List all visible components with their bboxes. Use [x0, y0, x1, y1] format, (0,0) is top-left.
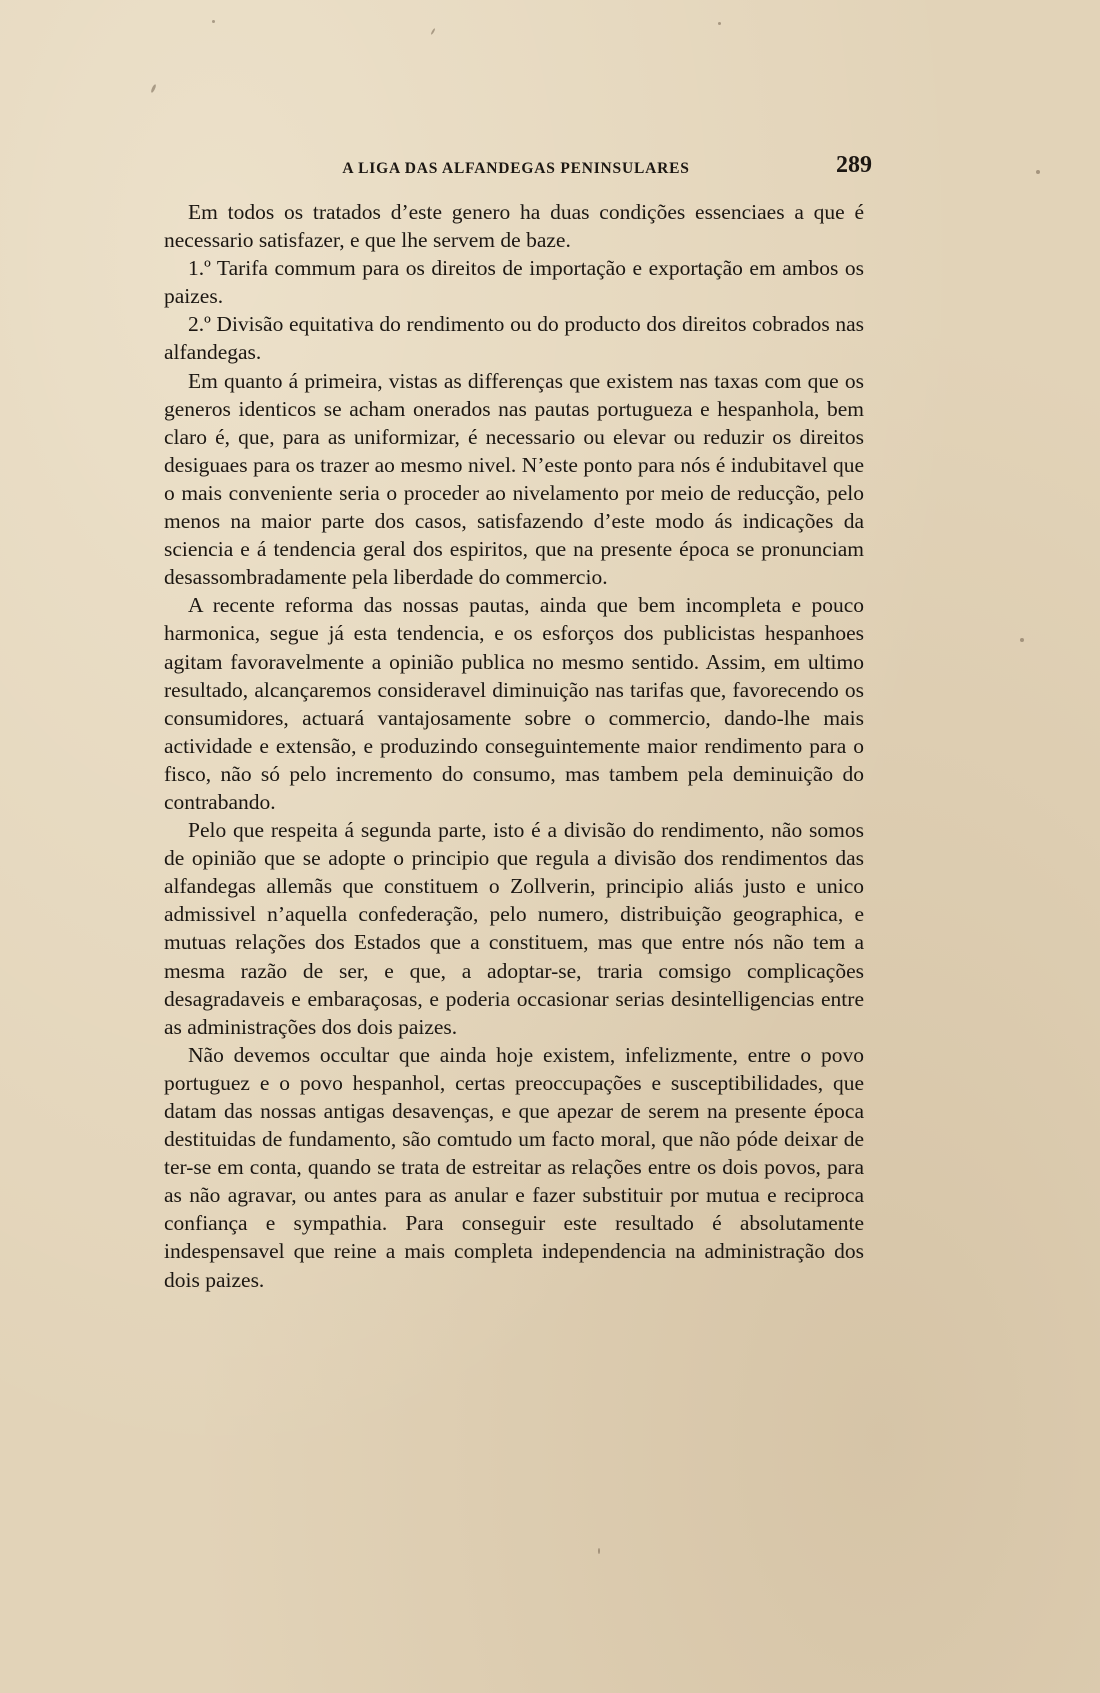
body-text — [164, 198, 864, 1294]
paragraph: Em todos os tratados d’este genero ha duas condições essenciaes a que é necessario satisfazer, e que lhe servem de baze. — [164, 200, 864, 253]
paper-speck — [598, 1548, 600, 1554]
running-title: A LIGA DAS ALFANDEGAS PENINSULARES — [342, 160, 690, 177]
paper-speck — [718, 22, 721, 25]
paper-speck — [430, 28, 435, 35]
paper-speck — [1020, 638, 1024, 642]
paragraph: A recente reforma das nossas pautas, ainda que bem incompleta e pouco harmonica, segue já esta tendencia, e os esforços dos publicistas hespanhoes agitam favoravelmente a opinião publica no mesmo sentido. Assim, em ultimo resultado, alcançaremos consideravel diminuição nas tarifas que, favorecendo os consumidores, actuará vantajosamente sobre o commercio, dando-lhe mais actividade e extensão, e produzindo conseguintemente maior rendimento para o fisco, não só pelo incremento do consumo, mas tambem pela deminuição do contrabando. — [164, 593, 864, 814]
paragraph: Pelo que respeita á segunda parte, isto é a divisão do rendimento, não somos de opinião que se adopte o principio que regula a divisão dos rendimentos das alfandegas allemãs que constituem o Zollverin, principio aliás justo e unico admissivel n’aquella confederação, pelo numero, distribuição geographica, e mutuas relações dos Estados que a constituem, mas que entre nós não tem a mesma razão de ser, e que, a adoptar-se, traria comsigo complicações desagradaveis e embaraçosas, e poderia occasionar serias desintelligencias entre as administrações dos dois paizes. — [164, 818, 864, 1039]
paragraph: 1.º Tarifa commum para os direitos de importação e exportação em ambos os paizes. — [164, 256, 864, 309]
paper-speck — [212, 20, 215, 23]
paragraph: Em quanto á primeira, vistas as differenças que existem nas taxas com que os generos identicos se acham onerados nas pautas portugueza e hespanhola, bem claro é, que, para as uniformizar, é necessario ou elevar ou reduzir os direitos desiguaes para os trazer ao mesmo nivel. N’este ponto para nós é indubitavel que o mais conveniente seria o proceder ao nivelamento por meio de reducção, pelo menos na maior parte dos casos, satisfazendo d’este modo ás indicações da sciencia e á tendencia geral dos espiritos, que na presente época se pronunciam desassombradamente pela liberdade do commercio. — [164, 368, 864, 590]
page-number: 289 — [836, 152, 872, 178]
running-head — [160, 150, 872, 190]
paper-speck — [1036, 170, 1040, 174]
paper-speck — [150, 84, 157, 93]
paragraph: 2.º Divisão equitativa do rendimento ou do producto dos direitos cobrados nas alfandegas. — [164, 312, 864, 365]
paragraph: Não devemos occultar que ainda hoje existem, infelizmente, entre o povo portuguez e o povo hespanhol, certas preoccupações e susceptibilidades, que datam das nossas antigas desavenças, e que apezar de serem na presente época destituidas de fundamento, são comtudo um facto moral, que não póde deixar de ter-se em conta, quando se trata de estreitar as relações entre os dois povos, para as não agravar, ou antes para as anular e fazer substituir por mutua e reciproca confiança e sympathia. Para conseguir este resultado é absolutamente indespensavel que reine a mais completa independencia na administração dos dois paizes. — [164, 1042, 864, 1292]
